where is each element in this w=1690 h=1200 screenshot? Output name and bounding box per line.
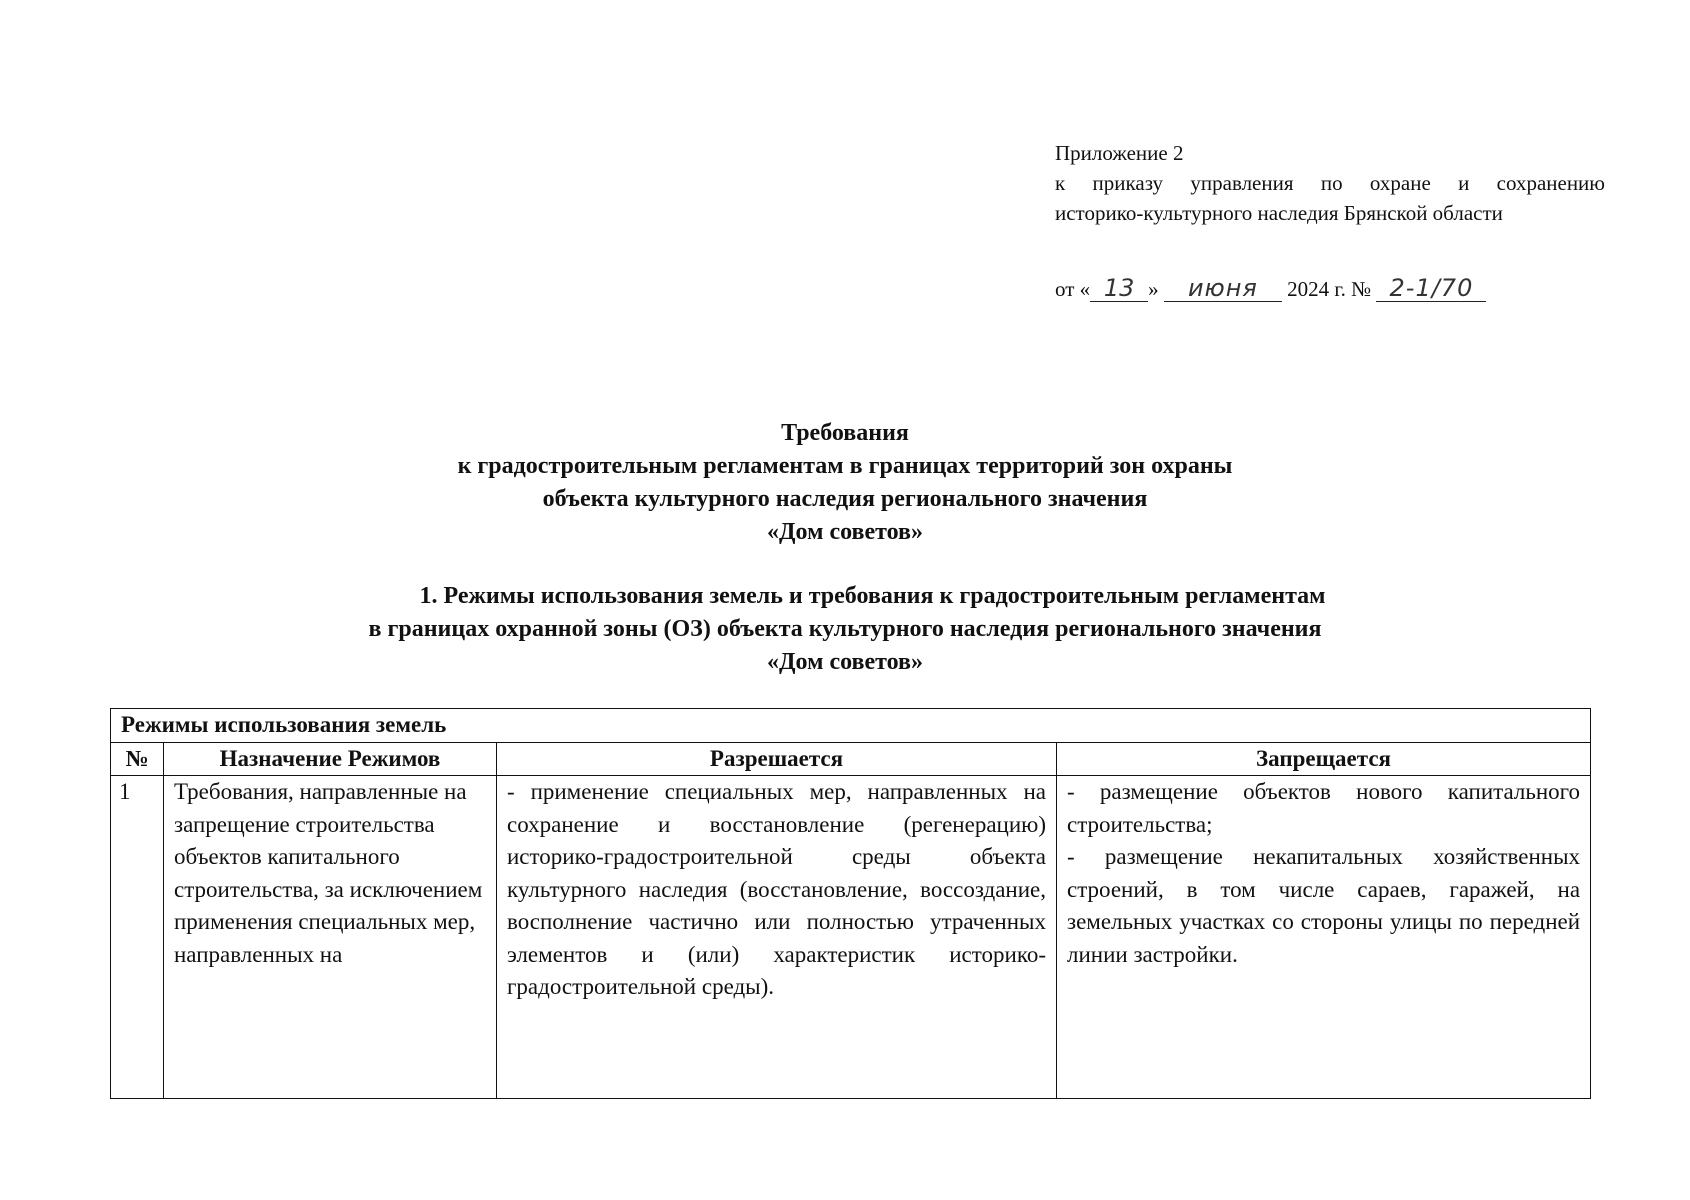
document-title	[0, 417, 1690, 549]
forbidden-item-2: - размещение некапитальных хозяйственных строений, в том числе сараев, гаражей, на земельных участках со стороны улицы по передней линии застройки.	[1067, 844, 1581, 967]
annex-title: Приложение 2	[1055, 141, 1184, 165]
handwritten-day: 13	[1090, 275, 1148, 302]
section-1-heading-line-3: «Дом советов»	[767, 649, 923, 675]
header-allowed: Разрешается	[497, 742, 1057, 776]
section-1-heading	[0, 580, 1690, 679]
date-prefix: от «	[1055, 277, 1091, 301]
row-allowed: - применение специальных мер, направленных на сохранение и восстановление (регенерацию) историко-градостроительной среды объекта культурного наследия (восстановление, воссоздание, восполнение частично или полностью утраченных элементов и (или) характеристик историко-градостроительной среды).	[497, 776, 1057, 1099]
row-purpose: Требования, направленные на запрещение строительства объектов капитального строительства, за исключением применения специальных мер, направленных на	[164, 776, 497, 1099]
document-title-line-3: объекта культурного наследия регионального значения	[542, 486, 1148, 512]
handwritten-month: июня	[1164, 275, 1282, 302]
section-1-heading-line-1: 1. Режимы использования земель и требования к градостроительным регламентам	[419, 583, 1326, 609]
section-1-heading-line-2: в границах охранной зоны (ОЗ) объекта культурного наследия регионального значения	[368, 616, 1322, 642]
land-use-regimes-table	[110, 708, 1591, 1099]
document-title-line-4: «Дом советов»	[767, 519, 923, 545]
header-number: №	[111, 742, 164, 776]
year-and-number-label: 2024 г. №	[1287, 277, 1372, 301]
row-number: 1	[111, 776, 164, 1099]
table-row	[111, 776, 1591, 1099]
table-caption: Режимы использования земель	[111, 709, 1591, 743]
date-quote-close: »	[1148, 277, 1159, 301]
row-forbidden	[1057, 776, 1591, 1099]
handwritten-order-number: 2-1/70	[1376, 275, 1486, 302]
order-date-line	[1055, 272, 1486, 306]
document-title-line-1: Требования	[781, 420, 909, 446]
table-caption-row	[111, 709, 1591, 743]
forbidden-item-1: - размещение объектов нового капитального строительства;	[1067, 779, 1581, 837]
document-title-line-2: к градостроительным регламентам в границах территорий зон охраны	[457, 453, 1233, 479]
table-header-row	[111, 742, 1591, 776]
header-purpose: Назначение Режимов	[164, 742, 497, 776]
annex-block	[1055, 138, 1605, 228]
header-forbidden: Запрещается	[1057, 742, 1591, 776]
annex-authority-line: историко-культурного наследия Брянской области	[1055, 201, 1503, 225]
annex-order-line: к приказу управления по охране и сохранению	[1055, 171, 1605, 195]
